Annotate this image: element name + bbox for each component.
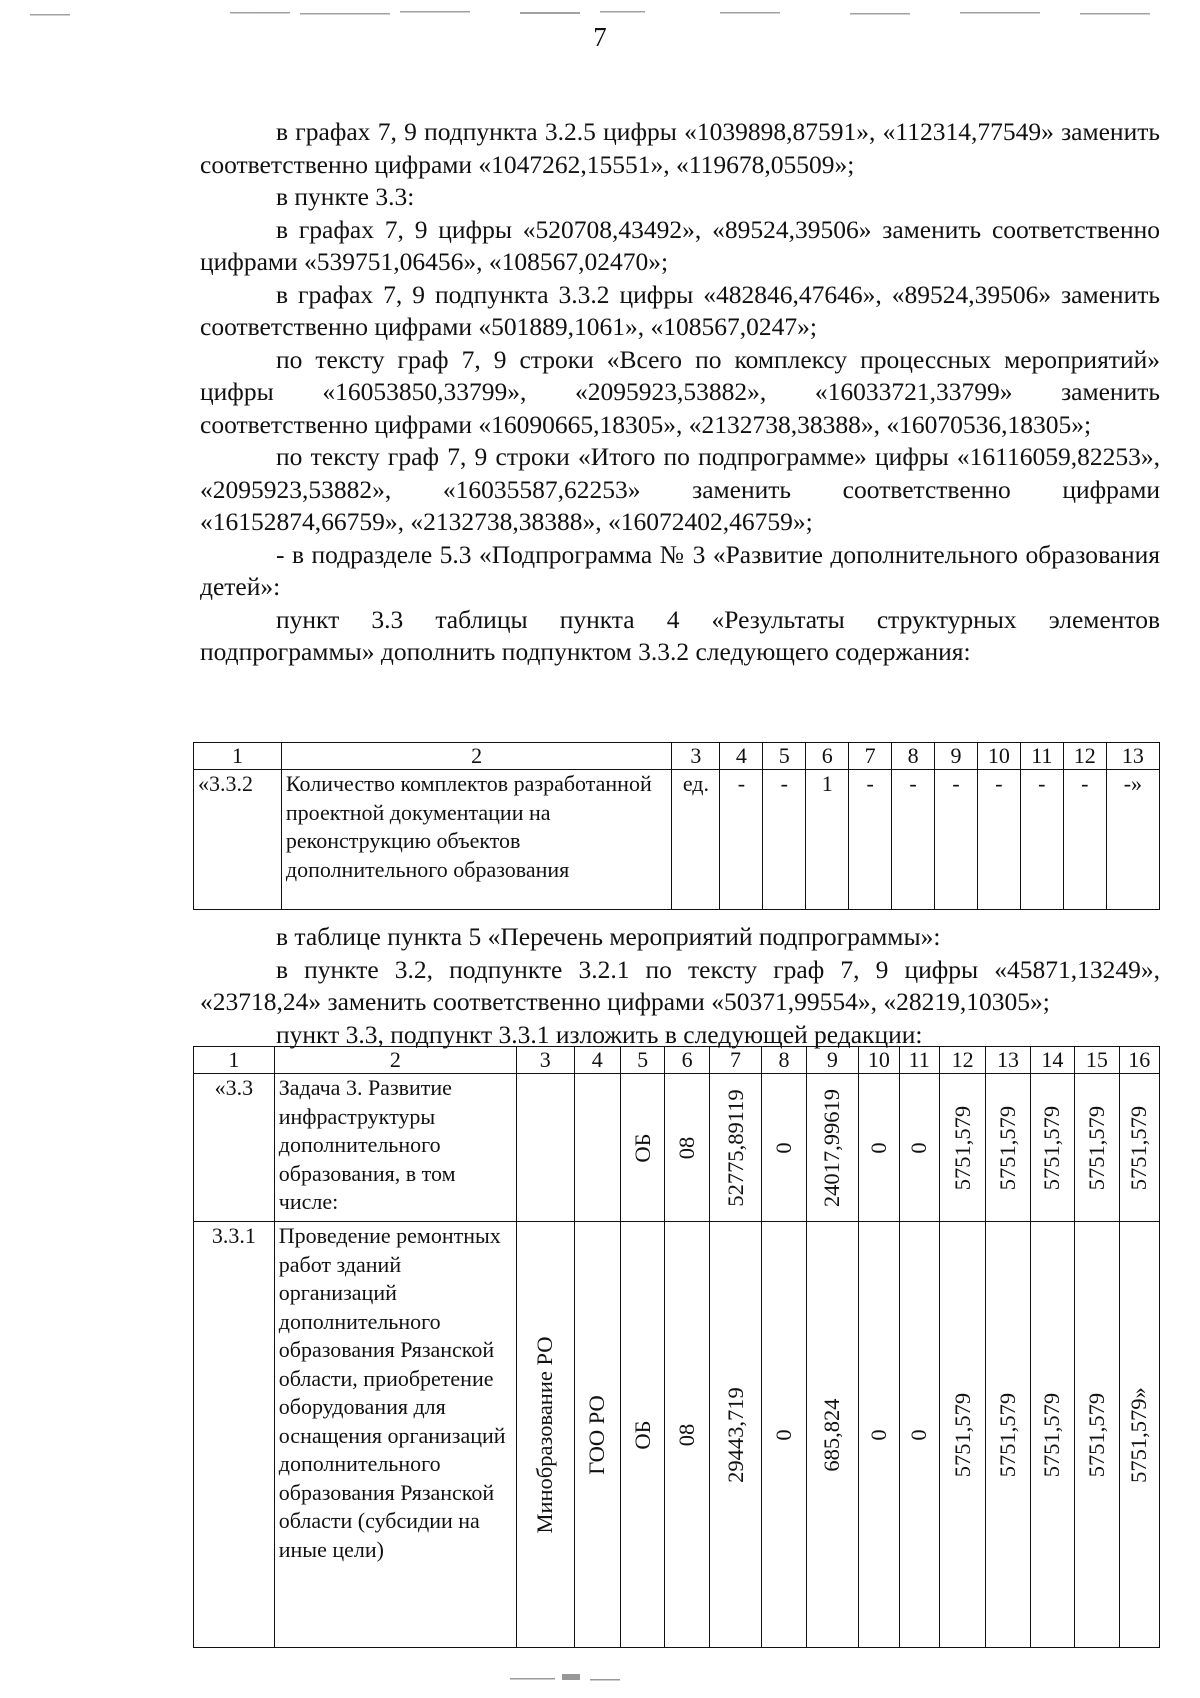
table-cell <box>986 1074 1030 1222</box>
table-cell <box>574 1074 620 1222</box>
rotated-cell-text: 29443,719 <box>722 1386 748 1483</box>
table-cell: ед. <box>672 770 720 910</box>
table-cell <box>859 1074 899 1222</box>
rotated-cell-text: 08 <box>674 1136 700 1159</box>
rotated-cell-text: 685,824 <box>819 1397 845 1472</box>
rotated-cell-text: 5751,579 <box>1083 1392 1109 1477</box>
rotated-cell-text: 0 <box>865 1428 891 1441</box>
text-block-amendments <box>200 116 1160 669</box>
table-cell <box>665 1222 709 1648</box>
paragraph: пункт 3.3, подпункт 3.3.1 изложить в следующей редакции: <box>276 1019 923 1049</box>
rotated-cell-text: 5751,579 <box>1039 1392 1065 1477</box>
table-cell: - <box>892 770 935 910</box>
table-row <box>194 770 1160 910</box>
table-header-cell: 1 <box>194 1047 275 1074</box>
table-cell: «3.3 <box>194 1074 275 1222</box>
table-cell <box>806 1222 858 1648</box>
table-cell <box>709 1074 761 1222</box>
table-cell <box>1030 1074 1074 1222</box>
paragraph: по тексту граф 7, 9 строки «Всего по комплексу процессных мероприятий» цифры «16053850,33799», «2095923,53882», «16033721,33799» заменить соответственно цифрами «16090665,18305», «2132738,38388», «16070536,18305»; <box>200 344 1160 439</box>
rotated-cell-text: 5751,579 <box>1083 1105 1109 1190</box>
rotated-cell-text: 5751,579 <box>995 1392 1021 1477</box>
rotated-cell-text: 0 <box>770 1141 796 1154</box>
paragraph: пункт 3.3 таблицы пункта 4 «Результаты структурных элементов подпрограммы» дополнить подпунктом 3.3.2 следующего содержания: <box>200 604 1160 666</box>
paragraph: в графах 7, 9 подпункта 3.3.2 цифры «482846,47646», «89524,39506» заменить соответственно цифрами «501889,1061», «108567,0247»; <box>200 279 1160 341</box>
table-header-cell: 7 <box>709 1047 761 1074</box>
rotated-cell-text: 5751,579 <box>995 1105 1021 1190</box>
table-header-cell: 10 <box>977 743 1020 770</box>
table-cell: - <box>720 770 763 910</box>
table-cell <box>517 1222 575 1648</box>
table-cell <box>709 1222 761 1648</box>
table-cell <box>939 1222 985 1648</box>
table-header-cell: 14 <box>1030 1047 1074 1074</box>
table-cell <box>1119 1074 1159 1222</box>
table-cell <box>939 1074 985 1222</box>
rotated-cell-text: Минобразование РО <box>532 1335 558 1534</box>
table-header-cell: 2 <box>274 1047 516 1074</box>
table-cell: - <box>935 770 978 910</box>
table-cell <box>1075 1222 1119 1648</box>
table-cell: - <box>1063 770 1106 910</box>
table-cell <box>1030 1222 1074 1648</box>
rotated-cell-text: 0 <box>865 1141 891 1154</box>
table-cell <box>1075 1074 1119 1222</box>
table-header-cell: 3 <box>672 743 720 770</box>
table-header-cell: 3 <box>517 1047 575 1074</box>
rotated-cell-text: 24017,99619 <box>819 1088 845 1207</box>
table-cell <box>899 1074 939 1222</box>
table-cell: - <box>763 770 806 910</box>
table-cell <box>620 1222 664 1648</box>
table-cell <box>899 1222 939 1648</box>
table-cell <box>517 1074 575 1222</box>
table-header-cell: 6 <box>806 743 849 770</box>
table-cell <box>806 1074 858 1222</box>
rotated-cell-text: ОБ <box>629 1132 655 1163</box>
table-cell: - <box>1020 770 1063 910</box>
rotated-cell-text: 0 <box>906 1428 932 1441</box>
table-header-cell: 15 <box>1075 1047 1119 1074</box>
results-table <box>193 742 1160 910</box>
table-row <box>194 1074 1160 1222</box>
table-header-cell: 12 <box>1063 743 1106 770</box>
table-header-cell: 9 <box>806 1047 858 1074</box>
table-header-cell: 2 <box>281 743 671 770</box>
table-cell <box>620 1074 664 1222</box>
table-header-cell: 1 <box>194 743 282 770</box>
rotated-cell-text: 0 <box>906 1141 932 1154</box>
rotated-cell-text: 5751,579 <box>949 1105 975 1190</box>
table-header-cell: 10 <box>859 1047 899 1074</box>
table-header-cell: 4 <box>720 743 763 770</box>
table-header-cell: 6 <box>665 1047 709 1074</box>
table-header-cell: 16 <box>1119 1047 1159 1074</box>
paragraph: в графах 7, 9 подпункта 3.2.5 цифры «1039898,87591», «112314,77549» заменить соответственно цифрами «1047262,15551», «119678,05509»; <box>200 117 1160 179</box>
table-cell: Проведение ремонтных работ зданий организаций дополнительного образования Рязанской области, приобретение оборудования для оснащения организаций дополнительного образования Рязанской области (субсидии на иные цели) <box>274 1222 516 1648</box>
rotated-cell-text: ГОО РО <box>584 1394 610 1475</box>
rotated-cell-text: 5751,579 <box>1126 1105 1152 1190</box>
table-cell <box>986 1222 1030 1648</box>
table-cell: Количество комплектов разработанной проектной документации на реконструкцию объектов дополнительного образования <box>281 770 671 910</box>
rotated-cell-text: 52775,89119 <box>722 1088 748 1207</box>
table-cell: Задача 3. Развитие инфраструктуры дополнительного образования, в том числе: <box>274 1074 516 1222</box>
paragraph: в пункте 3.2, подпункте 3.2.1 по тексту граф 7, 9 цифры «45871,13249», «23718,24» заменить соответственно цифрами «50371,99554», «28219,10305»; <box>200 954 1160 1016</box>
table-header-row <box>194 1047 1160 1074</box>
table-cell <box>665 1074 709 1222</box>
table-header-cell: 5 <box>763 743 806 770</box>
table-cell <box>574 1222 620 1648</box>
table-header-cell: 13 <box>1106 743 1159 770</box>
rotated-cell-text: ОБ <box>629 1419 655 1450</box>
table-header-cell: 13 <box>986 1047 1030 1074</box>
paragraph: в таблице пункта 5 «Перечень мероприятий подпрограммы»: <box>276 922 941 951</box>
table-cell <box>859 1222 899 1648</box>
rotated-cell-text: 0 <box>770 1428 796 1441</box>
scan-noise-top <box>0 6 1200 20</box>
table-cell <box>762 1074 806 1222</box>
table-cell: -» <box>1106 770 1159 910</box>
table-cell: - <box>849 770 892 910</box>
table-row <box>194 1222 1160 1648</box>
paragraph: в пункте 3.3: <box>276 182 415 211</box>
table-header-cell: 11 <box>1020 743 1063 770</box>
paragraph: по тексту граф 7, 9 строки «Итого по подпрограмме» цифры «16116059,82253», «2095923,53882», «16035587,62253» заменить соответственно цифрами «16152874,66759», «2132738,38388», «16072402,46759»; <box>200 442 1160 536</box>
table-header-cell: 5 <box>620 1047 664 1074</box>
table-header-cell: 8 <box>762 1047 806 1074</box>
rotated-cell-text: 5751,579 <box>949 1392 975 1477</box>
table-cell: - <box>977 770 1020 910</box>
table-cell: 3.3.1 <box>194 1222 275 1648</box>
table-cell <box>762 1222 806 1648</box>
table-header-cell: 7 <box>849 743 892 770</box>
text-block-activities <box>200 921 1160 1051</box>
table-header-cell: 8 <box>892 743 935 770</box>
table-cell: 1 <box>806 770 849 910</box>
table-header-cell: 9 <box>935 743 978 770</box>
table-cell <box>1119 1222 1159 1648</box>
table-header-cell: 12 <box>939 1047 985 1074</box>
rotated-cell-text: 5751,579» <box>1126 1386 1152 1483</box>
activities-table <box>193 1046 1160 1648</box>
paragraph: в графах 7, 9 цифры «520708,43492», «89524,39506» заменить соответственно цифрами «539751,06456», «108567,02470»; <box>200 214 1160 276</box>
table-header-cell: 4 <box>574 1047 620 1074</box>
rotated-cell-text: 08 <box>674 1423 700 1446</box>
table-header-row <box>194 743 1160 770</box>
page-number: 7 <box>593 22 607 52</box>
paragraph: - в подразделе 5.3 «Подпрограмма № 3 «Развитие дополнительного образования детей»: <box>200 539 1160 601</box>
scan-mark-bottom <box>500 1670 640 1684</box>
table-header-cell: 11 <box>899 1047 939 1074</box>
table-cell: «3.3.2 <box>194 770 282 910</box>
rotated-cell-text: 5751,579 <box>1039 1105 1065 1190</box>
